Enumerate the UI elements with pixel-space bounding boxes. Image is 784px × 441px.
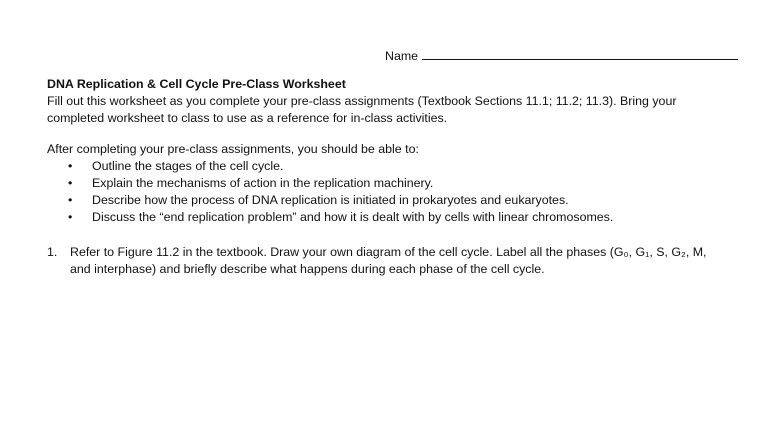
- question-text: [70, 244, 760, 278]
- intro-paragraph: [47, 93, 767, 127]
- question-line: Refer to Figure 11.2 in the textbook. Draw your own diagram of the cell cycle. Label all the phases (G₀, G₁, S, G₂, M,: [70, 245, 707, 259]
- bullet-glyph: •: [68, 159, 73, 173]
- question-1: [47, 244, 767, 278]
- intro-line: Fill out this worksheet as you complete your pre-class assignments (Textbook Sections 11.1; 11.2; 11.3). Bring your: [47, 94, 677, 108]
- intro-line: completed worksheet to class to use as a reference for in-class activities.: [47, 111, 448, 125]
- objective-text: Outline the stages of the cell cycle.: [92, 159, 284, 173]
- bullet-glyph: •: [68, 176, 73, 190]
- objective-text: Discuss the “end replication problem” and how it is dealt with by cells with linear chromosomes.: [92, 210, 614, 224]
- name-field-row: [385, 48, 738, 65]
- objective-text: Explain the mechanisms of action in the replication machinery.: [92, 176, 434, 190]
- objective-item: [47, 192, 767, 209]
- objective-item: [47, 175, 767, 192]
- objective-text: Describe how the process of DNA replication is initiated in prokaryotes and eukaryotes.: [92, 193, 569, 207]
- question-number: 1.: [47, 245, 58, 259]
- objective-item: [47, 209, 767, 226]
- name-label: Name: [385, 49, 419, 63]
- question-line: and interphase) and briefly describe what happens during each phase of the cell cycle.: [70, 262, 545, 276]
- objectives-list: [47, 158, 767, 226]
- objectives-lead: After completing your pre-class assignments, you should be able to:: [47, 142, 419, 156]
- name-blank-line[interactable]: [422, 48, 738, 60]
- bullet-glyph: •: [68, 193, 73, 207]
- objective-item: [47, 158, 767, 175]
- objectives-section: [47, 141, 767, 226]
- worksheet-title: DNA Replication & Cell Cycle Pre-Class Worksheet: [47, 77, 346, 91]
- bullet-glyph: •: [68, 210, 73, 224]
